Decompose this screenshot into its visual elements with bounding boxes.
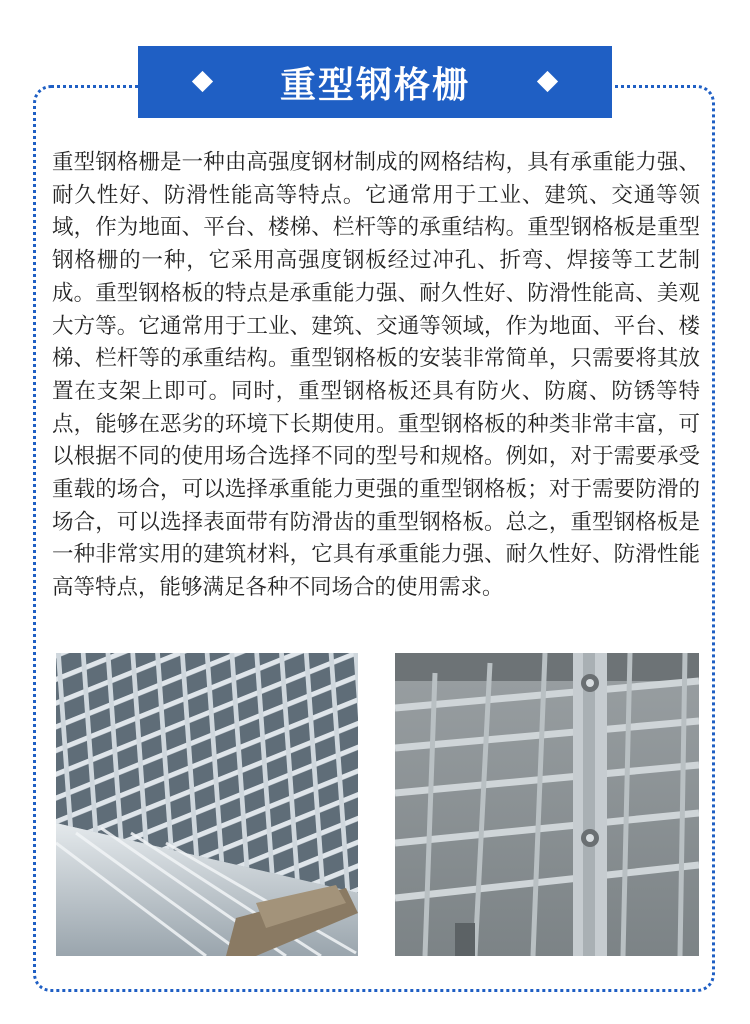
diamond-left-icon bbox=[192, 71, 213, 92]
installed-grating-photo bbox=[395, 653, 699, 956]
stacked-grating-photo bbox=[56, 653, 358, 956]
page-title: 重型钢格栅 bbox=[279, 64, 470, 106]
diamond-right-icon bbox=[537, 71, 558, 92]
article-paragraph: 重型钢格栅是一种由高强度钢材制成的网格结构，具有承重能力强、耐久性好、防滑性能高等特点。它通常用于工业、建筑、交通等领域，作为地面、平台、楼梯、栏杆等的承重结构。重型钢格板是重型钢格栅的一种，它采用高强度钢板经过冲孔、折弯、焊接等工艺制成。重型钢格板的特点是承重能力强、耐久性好、防滑性能高、美观大方等。它通常用于工业、建筑、交通等领域，作为地面、平台、楼梯、栏杆等的承重结构。重型钢格板的安装非常简单，只需要将其放置在支架上即可。同时，重型钢格板还具有防火、防腐、防锈等特点，能够在恶劣的环境下长期使用。重型钢格板的种类非常丰富，可以根据不同的使用场合选择不同的型号和规格。例如，对于需要承受重载的场合，可以选择承重能力更强的重型钢格板；对于需要防滑的场合，可以选择表面带有防滑齿的重型钢格板。总之，重型钢格板是一种非常实用的建筑材料，它具有承重能力强、耐久性好、防滑性能高等特点，能够满足各种不同场合的使用需求。 bbox=[52, 150, 700, 601]
title-banner bbox=[138, 46, 612, 118]
